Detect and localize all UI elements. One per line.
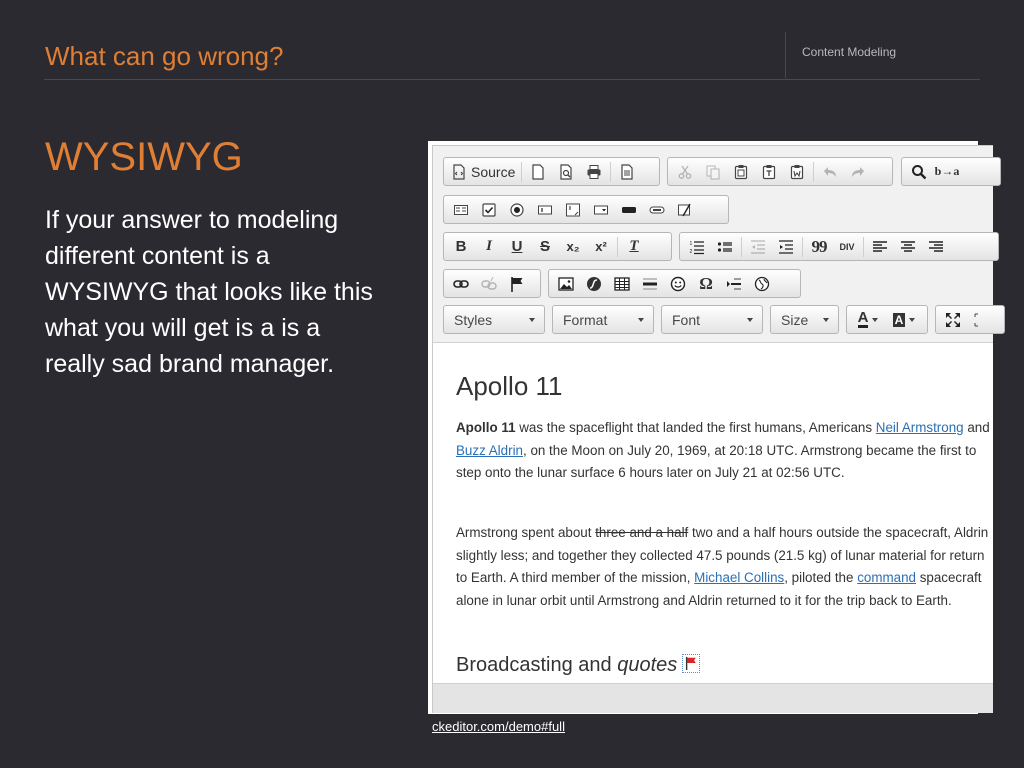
blockquote-button[interactable] bbox=[805, 235, 833, 259]
header-label: Content Modeling bbox=[802, 45, 897, 59]
align-right-icon bbox=[928, 239, 944, 255]
toolbar-group-document bbox=[443, 157, 660, 186]
new-page-icon bbox=[530, 164, 546, 180]
numbered-list-button[interactable] bbox=[683, 235, 711, 259]
page-break-icon bbox=[726, 276, 742, 292]
underline-button[interactable] bbox=[503, 235, 531, 259]
source-link[interactable]: ckeditor.com/demo#full bbox=[432, 719, 565, 734]
show-blocks-icon bbox=[973, 312, 989, 328]
align-center-icon bbox=[900, 239, 916, 255]
separator bbox=[813, 162, 814, 182]
radio-icon bbox=[509, 202, 525, 218]
chevron-down-icon bbox=[823, 318, 829, 322]
show-blocks-button[interactable] bbox=[967, 308, 995, 332]
paragraph-text: two and a half hours outside the spacecraft, Aldrin slightly less; and together they collected 47.5 pounds (21.5 kg) of lunar material for return to Earth. A third member of the mission, bbox=[456, 525, 989, 585]
create-div-button[interactable] bbox=[833, 235, 861, 259]
superscript-icon: x² bbox=[595, 239, 607, 254]
link-icon bbox=[453, 276, 469, 292]
editor-toolbar bbox=[433, 146, 993, 343]
separator bbox=[863, 237, 864, 257]
toolbar-group-insert bbox=[548, 269, 801, 298]
separator bbox=[741, 237, 742, 257]
underline-icon: U bbox=[511, 238, 523, 255]
font-dropdown[interactable] bbox=[661, 305, 763, 334]
select-icon bbox=[593, 202, 609, 218]
imagebutton-button[interactable] bbox=[643, 198, 671, 222]
section-title: WYSIWYG bbox=[45, 135, 243, 179]
subscript-icon: x₂ bbox=[566, 239, 580, 254]
table-icon bbox=[614, 276, 630, 292]
text-color-icon: A bbox=[857, 309, 869, 326]
toolbar-group-colors bbox=[846, 305, 928, 334]
unlink-button[interactable] bbox=[475, 272, 503, 296]
paragraph-text: , on the Moon on July 20, 1969, at 20:18 UTC. Armstrong became the first to step onto the lunar surface 6 hours later on July 21 at 02:56 UTC. bbox=[456, 442, 977, 480]
paragraph-text: spacecraft alone in lunar orbit until Armstrong and Aldrin returned to it for the trip back to Earth. bbox=[456, 570, 982, 608]
blockquote-icon: 99 bbox=[811, 236, 827, 256]
background-color-button[interactable] bbox=[886, 308, 922, 332]
bold-button[interactable] bbox=[447, 235, 475, 259]
paragraph-text: Armstrong spent about bbox=[456, 525, 596, 540]
source-button[interactable] bbox=[447, 160, 519, 184]
header-rule bbox=[44, 79, 980, 80]
document-subheading bbox=[456, 654, 700, 677]
hiddenfield-button[interactable] bbox=[671, 198, 699, 222]
templates-button[interactable] bbox=[613, 160, 641, 184]
checkbox-icon bbox=[481, 202, 497, 218]
replace-button[interactable] bbox=[933, 160, 961, 184]
copy-icon bbox=[705, 164, 721, 180]
radio-button[interactable] bbox=[503, 198, 531, 222]
button-button[interactable] bbox=[615, 198, 643, 222]
paste-word-button[interactable] bbox=[783, 160, 811, 184]
align-right-button[interactable] bbox=[922, 235, 950, 259]
print-button[interactable] bbox=[580, 160, 608, 184]
redo-button[interactable] bbox=[844, 160, 872, 184]
strikethrough-text: three and a half bbox=[595, 525, 689, 540]
button-icon bbox=[621, 202, 637, 218]
chevron-down-icon bbox=[909, 318, 915, 322]
textarea-button[interactable] bbox=[559, 198, 587, 222]
scissors-icon bbox=[677, 164, 693, 180]
link-buzz-aldrin[interactable]: Buzz Aldrin bbox=[456, 442, 523, 458]
redo-icon bbox=[850, 164, 866, 180]
page-break-button[interactable] bbox=[720, 272, 748, 296]
paste-word-icon bbox=[789, 164, 805, 180]
textarea-icon bbox=[565, 202, 581, 218]
link-command[interactable]: command bbox=[857, 570, 916, 585]
anchor-flag-icon[interactable] bbox=[682, 654, 700, 673]
create-div-icon: DIV bbox=[839, 241, 855, 252]
svg-text:1: 1 bbox=[689, 240, 693, 247]
cut-button[interactable] bbox=[671, 160, 699, 184]
size-dropdown[interactable] bbox=[770, 305, 839, 334]
remove-format-button[interactable] bbox=[620, 235, 648, 259]
image-icon bbox=[558, 276, 574, 292]
toolbar-group-clipboard bbox=[667, 157, 893, 186]
numbered-list-icon bbox=[689, 239, 705, 255]
undo-icon bbox=[822, 164, 838, 180]
replace-icon: b→a bbox=[934, 164, 960, 178]
textfield-icon bbox=[537, 202, 553, 218]
flash-icon bbox=[586, 276, 602, 292]
document-paragraph-2 bbox=[456, 522, 996, 612]
toolbar-group-forms bbox=[443, 195, 729, 224]
italic-button[interactable] bbox=[475, 235, 503, 259]
font-dropdown-label: Font bbox=[672, 311, 701, 328]
horizontal-rule-button[interactable] bbox=[636, 272, 664, 296]
textfield-button[interactable] bbox=[531, 198, 559, 222]
link-button[interactable] bbox=[447, 272, 475, 296]
chevron-down-icon bbox=[872, 318, 878, 322]
align-left-button[interactable] bbox=[866, 235, 894, 259]
paragraph-text: and bbox=[963, 420, 990, 435]
paste-icon bbox=[733, 164, 749, 180]
hiddenfield-icon bbox=[677, 202, 693, 218]
paste-text-button[interactable] bbox=[755, 160, 783, 184]
italic-icon: I bbox=[486, 238, 492, 254]
find-button[interactable] bbox=[905, 160, 933, 184]
chevron-down-icon bbox=[529, 318, 535, 322]
horizontal-rule-icon bbox=[642, 276, 658, 292]
toolbar-group-editing bbox=[901, 157, 1001, 186]
globe-icon bbox=[754, 276, 770, 292]
checkbox-button[interactable] bbox=[475, 198, 503, 222]
slide-title: What can go wrong? bbox=[45, 41, 284, 71]
subheading-text: Broadcasting and bbox=[456, 654, 618, 676]
form-icon bbox=[453, 202, 469, 218]
superscript-button[interactable] bbox=[587, 235, 615, 259]
toolbar-group-links bbox=[443, 269, 541, 298]
format-dropdown-label: Format bbox=[563, 311, 608, 328]
new-page-button[interactable] bbox=[524, 160, 552, 184]
outdent-icon bbox=[750, 239, 766, 255]
document-paragraph-1 bbox=[456, 417, 996, 485]
body-text: If your answer to modeling different content is a WYSIWYG that looks like this what you will get is a is a really sad brand manager. bbox=[45, 206, 373, 378]
text-color-button[interactable] bbox=[850, 308, 886, 332]
paste-button[interactable] bbox=[727, 160, 755, 184]
paragraph-text: was the spaceflight that landed the first humans, Americans bbox=[515, 420, 876, 435]
toolbar-group-paragraph bbox=[679, 232, 999, 261]
align-center-button[interactable] bbox=[894, 235, 922, 259]
separator bbox=[610, 162, 611, 182]
styles-dropdown[interactable] bbox=[443, 305, 545, 334]
editor-statusbar bbox=[433, 683, 993, 713]
editor-content[interactable] bbox=[433, 343, 993, 683]
maximize-icon bbox=[945, 312, 961, 328]
separator bbox=[802, 237, 803, 257]
select-button[interactable] bbox=[587, 198, 615, 222]
svg-text:2: 2 bbox=[689, 248, 693, 255]
bold-icon: B bbox=[455, 238, 467, 255]
templates-icon bbox=[619, 164, 635, 180]
search-icon bbox=[911, 164, 927, 180]
unlink-icon bbox=[481, 276, 497, 292]
print-icon bbox=[586, 164, 602, 180]
undo-button[interactable] bbox=[816, 160, 844, 184]
source-icon bbox=[451, 164, 467, 180]
subscript-button[interactable] bbox=[559, 235, 587, 259]
styles-dropdown-label: Styles bbox=[454, 311, 493, 328]
iframe-button[interactable] bbox=[748, 272, 776, 296]
flag-icon bbox=[509, 276, 525, 292]
subheading-emphasis: quotes bbox=[617, 654, 678, 676]
remove-format-icon: T bbox=[629, 238, 639, 254]
omega-icon: Ω bbox=[699, 273, 713, 293]
chevron-down-icon bbox=[638, 318, 644, 322]
document-heading: Apollo 11 bbox=[456, 371, 563, 401]
toolbar-group-tools bbox=[935, 305, 1005, 334]
table-button[interactable] bbox=[608, 272, 636, 296]
special-char-button[interactable] bbox=[692, 272, 720, 296]
editor-screenshot bbox=[428, 141, 990, 714]
image-button[interactable] bbox=[552, 272, 580, 296]
indent-icon bbox=[778, 239, 794, 255]
maximize-button[interactable] bbox=[939, 308, 967, 332]
link-michael-collins[interactable]: Michael Collins bbox=[694, 570, 785, 585]
background-color-icon: A bbox=[894, 312, 904, 327]
preview-button[interactable] bbox=[552, 160, 580, 184]
preview-icon bbox=[558, 164, 574, 180]
separator bbox=[521, 162, 522, 182]
copy-button[interactable] bbox=[699, 160, 727, 184]
header-divider bbox=[785, 32, 786, 78]
strikethrough-icon: S bbox=[539, 238, 550, 255]
strike-button[interactable] bbox=[531, 235, 559, 259]
paragraph-text: , piloted the bbox=[784, 570, 858, 585]
bold-text: Apollo 11 bbox=[456, 420, 516, 435]
align-left-icon bbox=[872, 239, 888, 255]
bulleted-list-icon bbox=[717, 239, 733, 255]
smiley-button[interactable] bbox=[664, 272, 692, 296]
toolbar-group-basicstyles bbox=[443, 232, 672, 261]
ckeditor bbox=[432, 145, 993, 713]
link-neil-armstrong[interactable]: Neil Armstrong bbox=[875, 420, 964, 435]
anchor-button[interactable] bbox=[503, 272, 531, 296]
indent-button[interactable] bbox=[772, 235, 800, 259]
smiley-icon bbox=[670, 276, 686, 292]
bulleted-list-button[interactable] bbox=[711, 235, 739, 259]
size-dropdown-label: Size bbox=[781, 311, 809, 328]
paste-text-icon bbox=[761, 164, 777, 180]
imagebutton-icon bbox=[649, 202, 665, 218]
separator bbox=[617, 237, 618, 257]
format-dropdown[interactable] bbox=[552, 305, 654, 334]
form-button[interactable] bbox=[447, 198, 475, 222]
outdent-button[interactable] bbox=[744, 235, 772, 259]
source-label: Source bbox=[471, 163, 516, 180]
flash-button[interactable] bbox=[580, 272, 608, 296]
chevron-down-icon bbox=[747, 318, 753, 322]
